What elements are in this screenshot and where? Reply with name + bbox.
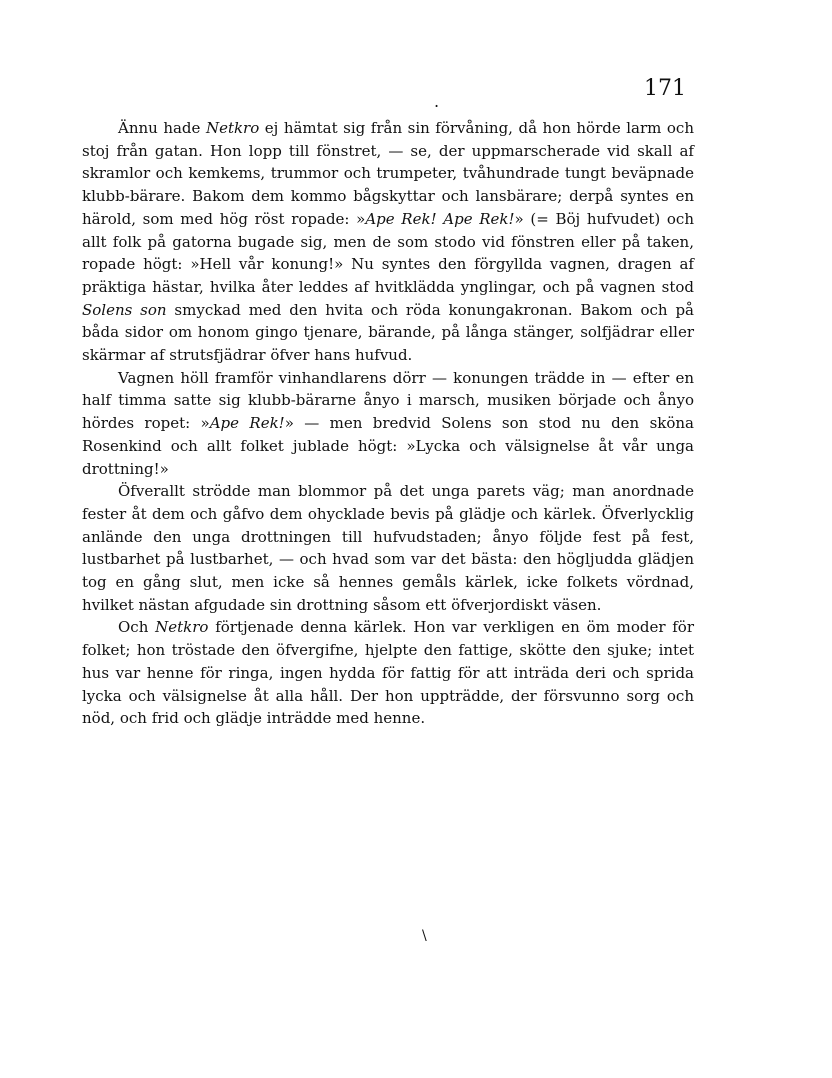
italic-phrase: Ape Rek! Ape Rek! (365, 209, 515, 228)
text-span: Ännu hade (118, 119, 206, 137)
paragraph (82, 367, 694, 481)
stray-dot-mark: . (434, 92, 440, 111)
text-span: förtjenade denna kärlek. Hon var verkligen en öm moder för folket; hon tröstade den öfvergifne, hjelpte den fattige, skötte den sjuke; intet hus var henne för ringa, ingen hydda för fattig för att inträda deri och sprida lycka och välsignelse åt alla håll. Der hon uppträdde, der försvunno sorg och nöd, och frid och glädje inträdde med henne. (82, 618, 694, 728)
text-span: Öfverallt strödde man blommor på det unga parets väg; man anordnade fester åt dem och gåfvo dem ohycklade bevis på glädje och kärlek. Öfverlycklig anlände den unga drottningen till hufvudstaden; ånyo följde fest på fest, lustbarhet på lustbarhet, — och hvad som var det bästa: den högljudda glädjen tog en gång slut, men icke så hennes gemåls kärlek, icke folkets vördnad, hvilket nästan afgudade sin drottning såsom ett öfverjordiskt väsen. (82, 482, 694, 614)
paragraph (82, 616, 694, 730)
paragraph (82, 117, 694, 367)
text-span: ej hämtat sig från sin förvåning, då hon hörde larm och stoj från gatan. Hon lopp till fönstret, — se, der uppmarscherade vid skall af skramlor och kemkems, trummor och trumpeter, tvåhundrade tungt beväpnade klubb-bärare. Bakom dem kommo bågskyttar och lansbärare; derpå syntes en härold, som med hög röst ropade: » (82, 119, 694, 228)
text-span: smyckad med den hvita och röda konungakronan. Bakom och på båda sidor om honom gingo tjenare, bärande, på långa stänger, solfjädrar eller skärmar af strutsfjädrar öfver hans hufvud. (82, 300, 694, 365)
italic-name: Netkro (155, 618, 209, 637)
text-span: Och (118, 618, 156, 637)
paragraph (82, 480, 694, 616)
italic-phrase: Ape Rek! (209, 414, 285, 433)
text-span: » — men bredvid Solens son stod nu den sköna Rosenkind och allt folket jublade högt: »Lycka och välsignelse åt vår unga drottning!» (82, 414, 695, 478)
italic-phrase: Solens son (82, 300, 167, 319)
text-span: Vagnen höll framför vinhandlarens dörr — konungen trädde in — efter en half timma satte sig klubb-bärarne ånyo i marsch, musiken började och ånyo hördes ropet: » (82, 368, 694, 433)
italic-name: Netkro (205, 119, 260, 137)
body-text (82, 117, 694, 730)
page-number: 171 (644, 76, 686, 101)
stray-tick-mark: \ (422, 928, 427, 944)
text-span: » (= Böj hufvudet) och allt folk på gatorna bugade sig, men de som stodo vid fönstren eller på taken, ropade högt: »Hell vår konung!» Nu syntes den förgyllda vagnen, dragen af präktiga hästar, hvilka åter leddes af hvitklädda ynglingar, och på vagnen stod (82, 209, 694, 296)
